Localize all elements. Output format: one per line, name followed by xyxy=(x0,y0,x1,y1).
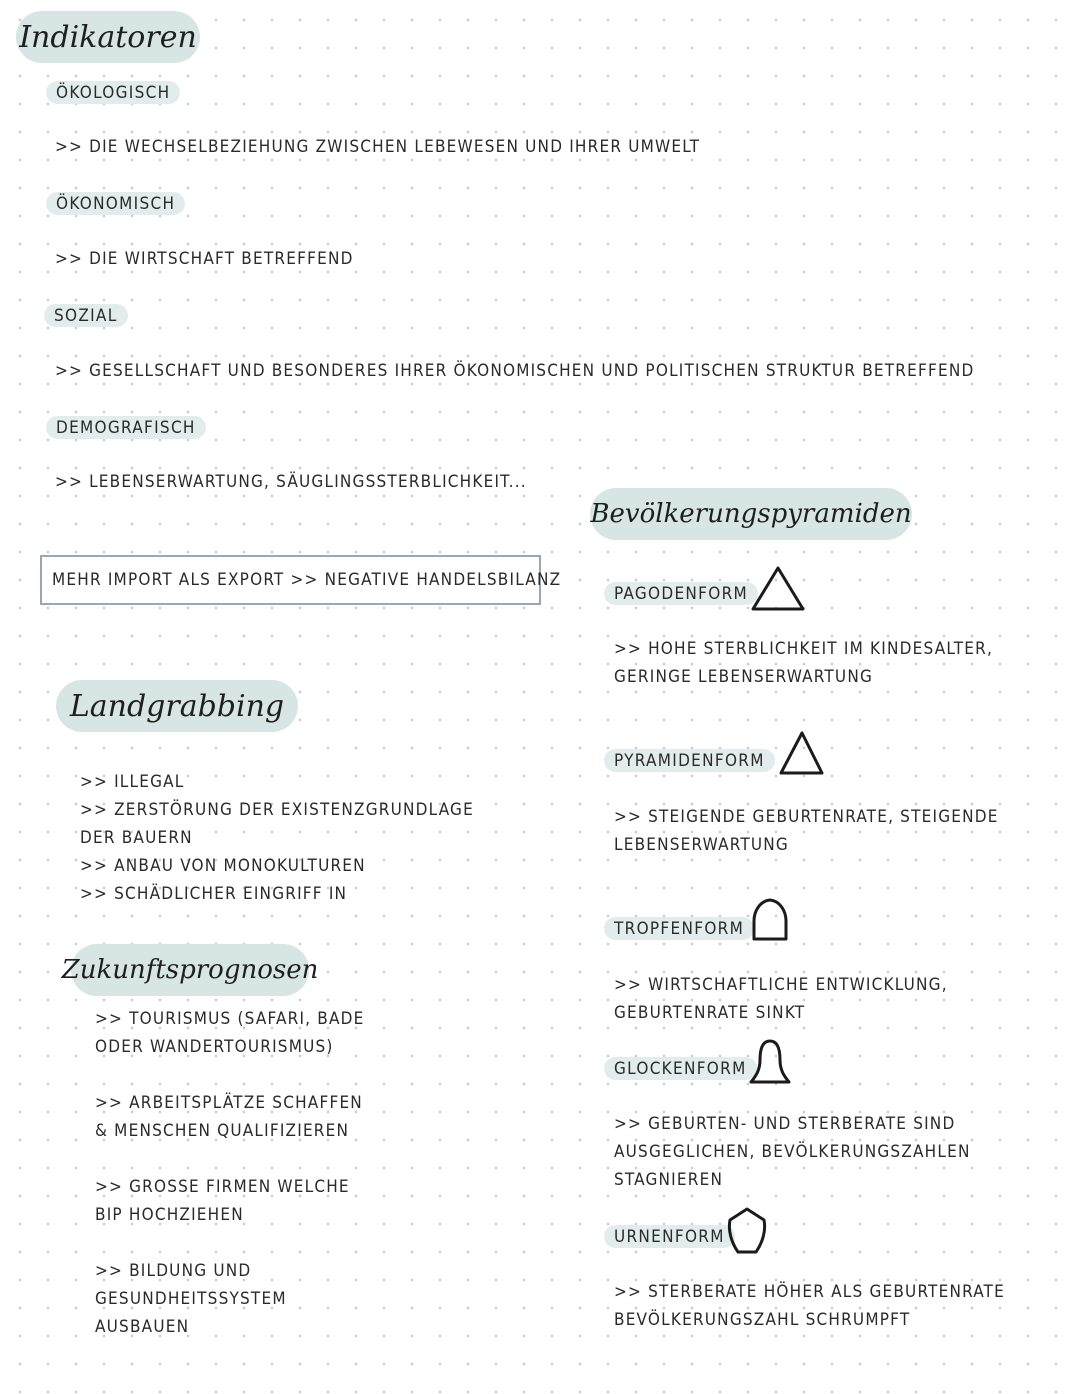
handelsbilanz-note-box: MEHR IMPORT ALS EXPORT >> NEGATIVE HANDELSBILANZ xyxy=(40,555,541,605)
zukunft-line-2: ODER WANDERTOURISMUS) xyxy=(95,1037,334,1057)
landgrabbing-line-4: >> ANBAU VON MONOKULTUREN xyxy=(80,856,366,876)
zukunft-line-7: >> BILDUNG UND xyxy=(95,1261,252,1281)
tag-demografisch: DEMOGRAFISCH xyxy=(46,416,206,439)
tag-pagodenform: PAGODENFORM xyxy=(604,582,758,605)
bell-shape-icon xyxy=(748,1038,792,1086)
tag-tropfenform: TROPFENFORM xyxy=(604,917,754,940)
zukunft-line-3: >> ARBEITSPLÄTZE SCHAFFEN xyxy=(95,1093,363,1113)
pyramidenform-line-1: >> STEIGENDE GEBURTENRATE, STEIGENDE xyxy=(614,807,999,827)
pyramidenform-line-2: LEBENSERWARTUNG xyxy=(614,835,789,855)
urn-shape-icon xyxy=(726,1206,768,1256)
tag-glockenform: GLOCKENFORM xyxy=(604,1057,757,1080)
tag-pyramidenform: PYRAMIDENFORM xyxy=(604,749,775,772)
urnenform-line-2: BEVÖLKERUNGSZAHL SCHRUMPFT xyxy=(614,1310,911,1330)
landgrabbing-heading: Landgrabbing xyxy=(56,680,298,732)
zukunft-line-5: >> GROSSE FIRMEN WELCHE xyxy=(95,1177,350,1197)
indikatoren-heading: Indikatoren xyxy=(16,11,200,63)
glockenform-line-1: >> GEBURTEN- UND STERBERATE SIND xyxy=(614,1114,956,1134)
tag-sozial: SOZIAL xyxy=(44,304,128,327)
pagodenform-line-1: >> HOHE STERBLICHKEIT IM KINDESALTER, xyxy=(614,639,994,659)
tropfenform-line-1: >> WIRTSCHAFTLICHE ENTWICKLUNG, xyxy=(614,975,948,995)
landgrabbing-line-3: DER BAUERN xyxy=(80,828,193,848)
glockenform-line-2: AUSGEGLICHEN, BEVÖLKERUNGSZAHLEN xyxy=(614,1142,971,1162)
zukunft-line-9: AUSBAUEN xyxy=(95,1317,190,1337)
tag-oekologisch: ÖKOLOGISCH xyxy=(46,81,180,104)
desc-demografisch: >> LEBENSERWARTUNG, SÄUGLINGSSTERBLICHKEIT... xyxy=(55,472,527,492)
tropfenform-line-2: GEBURTENRATE SINKT xyxy=(614,1003,806,1023)
tag-oekonomisch: ÖKONOMISCH xyxy=(46,192,185,215)
zukunftsprognosen-heading: Zukunftsprognosen xyxy=(71,944,309,996)
pagodenform-line-2: GERINGE LEBENSERWARTUNG xyxy=(614,667,874,687)
desc-oekologisch: >> DIE WECHSELBEZIEHUNG ZWISCHEN LEBEWESEN UND IHRER UMWELT xyxy=(55,137,701,157)
zukunft-line-1: >> TOURISMUS (SAFARI, BADE xyxy=(95,1009,365,1029)
tag-urnenform: URNENFORM xyxy=(604,1225,735,1248)
landgrabbing-line-5: >> SCHÄDLICHER EINGRIFF IN xyxy=(80,884,348,904)
pagoda-shape-icon xyxy=(750,564,806,612)
urnenform-line-1: >> STERBERATE HÖHER ALS GEBURTENRATE xyxy=(614,1282,1005,1302)
landgrabbing-line-2: >> ZERSTÖRUNG DER EXISTENZGRUNDLAGE xyxy=(80,800,474,820)
zukunft-line-8: GESUNDHEITSSYSTEM xyxy=(95,1289,287,1309)
zukunft-line-6: BIP HOCHZIEHEN xyxy=(95,1205,244,1225)
bevoelkerungspyramiden-heading: Bevölkerungspyramiden xyxy=(590,488,912,540)
landgrabbing-line-1: >> ILLEGAL xyxy=(80,772,185,792)
glockenform-line-3: STAGNIEREN xyxy=(614,1170,724,1190)
pyramid-shape-icon xyxy=(778,730,826,776)
zukunft-line-4: & MENSCHEN QUALIFIZIEREN xyxy=(95,1121,350,1141)
drop-shape-icon xyxy=(750,897,790,943)
desc-oekonomisch: >> DIE WIRTSCHAFT BETREFFEND xyxy=(55,249,354,269)
desc-sozial: >> GESELLSCHAFT UND BESONDERES IHRER ÖKONOMISCHEN UND POLITISCHEN STRUKTUR BETREFFEND xyxy=(55,361,975,381)
